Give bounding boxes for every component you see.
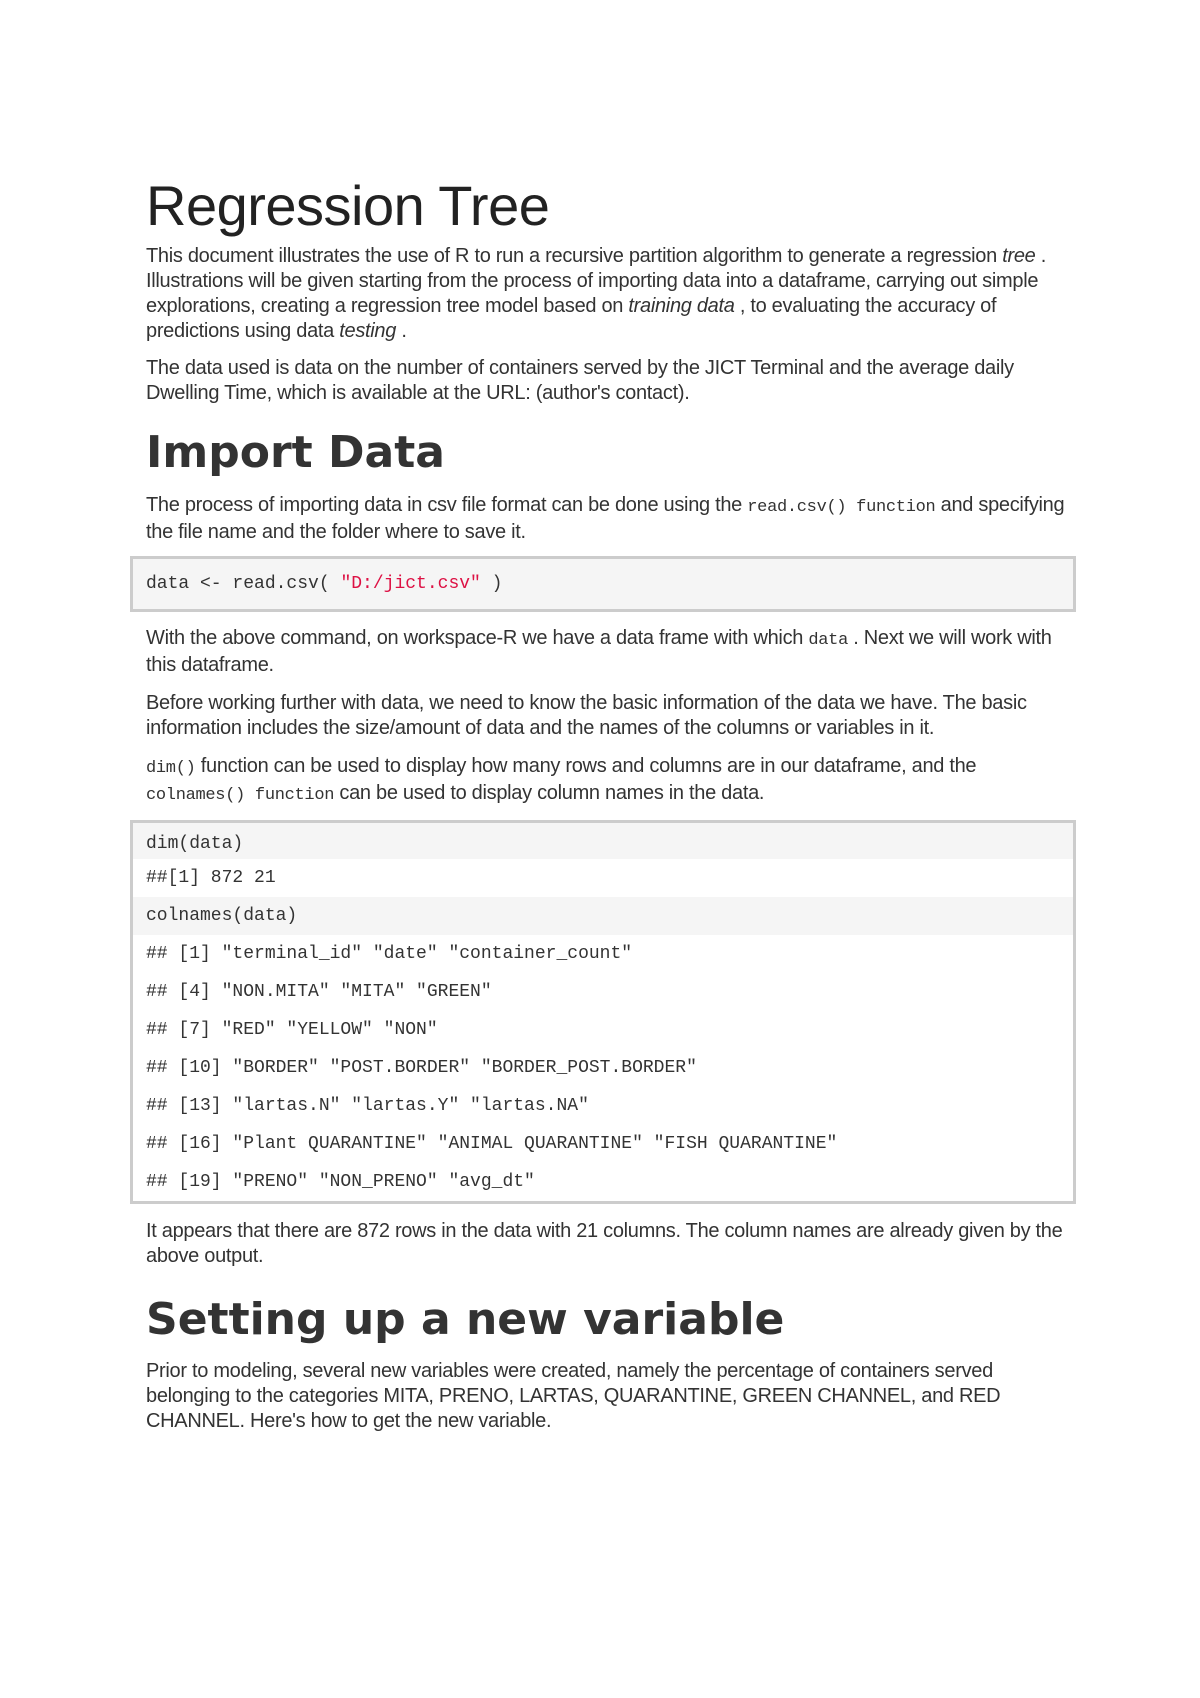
emphasis-tree: tree — [1002, 245, 1036, 267]
code-output-line: ## [19] "PRENO" "NON_PRENO" "avg_dt" — [133, 1163, 1073, 1201]
code-output-line: ## [4] "NON.MITA" "MITA" "GREEN" — [133, 973, 1073, 1011]
rows-columns-paragraph: It appears that there are 872 rows in the data with 21 columns. The column names are already given by the above output. — [146, 1220, 1063, 1267]
code-command-line: colnames(data) — [146, 906, 298, 926]
heading-import-data: Import Data — [146, 427, 445, 478]
intro-paragraph: This document illustrates the use of R to run a recursive partition algorithm to generate a regression tree . Illustrations will be given starting from the process of importing data into a dataframe, carrying out simple explorations, creating a regression tree model based on training data , to evaluating the accuracy of predictions using data testing . — [146, 245, 1046, 342]
code-output-line: ## [16] "Plant QUARANTINE" "ANIMAL QUARANTINE" "FISH QUARANTINE" — [133, 1125, 1073, 1163]
dim-colnames-paragraph: dim() function can be used to display how many rows and columns are in our dataframe, and the colnames() function can be used to display column names in the data. — [146, 755, 977, 805]
code-block-read-csv — [130, 556, 1076, 612]
document — [146, 176, 1078, 1434]
code-output-line: ## [1] "terminal_id" "date" "container_count" — [133, 935, 1073, 973]
workspace-paragraph: With the above command, on workspace-R we have a data frame with which data . Next we will work with this dataframe. — [146, 627, 1052, 676]
new-variables-paragraph: Prior to modeling, several new variables were created, namely the percentage of containers served belonging to the categories MITA, PRENO, LARTAS, QUARANTINE, GREEN CHANNEL, and RED CHANNEL. Here's how to get the new variable. — [146, 1360, 1001, 1432]
code-output-line: ## [10] "BORDER" "POST.BORDER" "BORDER_POST.BORDER" — [133, 1049, 1073, 1087]
emphasis-training-data: training data — [628, 295, 735, 317]
code-output-line: ##[1] 872 21 — [133, 859, 1073, 897]
inline-code-data: data — [808, 631, 848, 650]
import-paragraph: The process of importing data in csv file format can be done using the read.csv() function and specifying the file name and the folder where to save it. — [146, 494, 1065, 543]
basic-info-paragraph: Before working further with data, we need to know the basic information of the data we have. The basic information includes the size/amount of data and the names of the columns or variables in it. — [146, 692, 1027, 739]
inline-code-dim: dim() — [146, 759, 196, 778]
inline-code-colnames: colnames() function — [146, 786, 335, 805]
page-title: Regression Tree — [146, 174, 550, 237]
code-line: data <- read.csv( "D:/jict.csv" ) — [146, 574, 503, 594]
inline-code-read-csv: read.csv() function — [747, 498, 936, 517]
code-output-line: ## [13] "lartas.N" "lartas.Y" "lartas.NA" — [133, 1087, 1073, 1125]
emphasis-testing: testing — [339, 320, 397, 342]
code-block-dim-colnames — [130, 820, 1076, 1204]
heading-setting-up-variable: Setting up a new variable — [146, 1294, 785, 1345]
code-output-line: ## [7] "RED" "YELLOW" "NON" — [133, 1011, 1073, 1049]
code-command-line: dim(data) — [146, 834, 244, 854]
data-source-paragraph: The data used is data on the number of containers served by the JICT Terminal and the average daily Dwelling Time, which is available at the URL: (author's contact). — [146, 357, 1014, 404]
code-string: "D:/jict.csv" — [340, 574, 481, 594]
